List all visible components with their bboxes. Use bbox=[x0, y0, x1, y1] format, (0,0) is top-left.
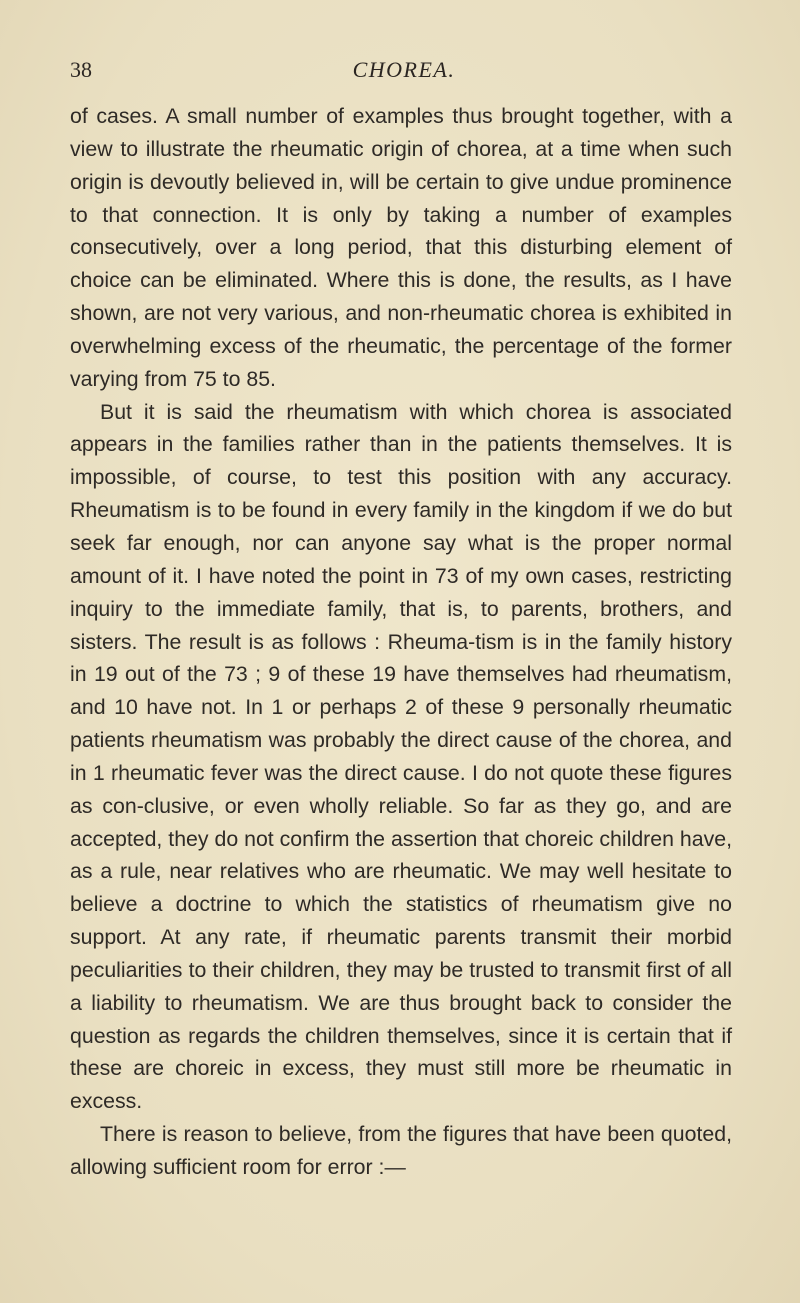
paragraph-1: of cases. A small number of examples thus brought together, with a view to illustrate the rheumatic origin of chorea, at a time when such origin is devoutly believed in, will be certain to give undue prominence to that connection. It is only by taking a number of examples consecutively, over a long period, that this disturbing element of choice can be eliminated. Where this is done, the results, as I have shown, are not very various, and non-rheumatic chorea is exhibited in overwhelming excess of the rheumatic, the percentage of the former varying from 75 to 85. bbox=[70, 104, 732, 391]
paragraph-3: There is reason to believe, from the figures that have been quoted, allowing sufficient room for error :— bbox=[70, 1122, 732, 1179]
body-text bbox=[70, 100, 732, 1184]
page-number: 38 bbox=[70, 57, 92, 82]
page-header bbox=[70, 50, 730, 90]
paragraph-2: But it is said the rheumatism with which chorea is associated appears in the families rather than in the patients themselves. It is impossible, of course, to test this position with any accuracy. Rheumatism is to be found in every family in the kingdom if we do but seek far enough, nor can anyone say what is the proper normal amount of it. I have noted the point in 73 of my own cases, restricting inquiry to the immediate family, that is, to parents, brothers, and sisters. The result is as follows : Rheuma-tism is in the family history in 19 out of the 73 ; 9 of these 19 have themselves had rheumatism, and 10 have not. In 1 or perhaps 2 of these 9 personally rheumatic patients rheumatism was probably the direct cause of the chorea, and in 1 rheumatic fever was the direct cause. I do not quote these figures as con-clusive, or even wholly reliable. So far as they go, and are accepted, they do not confirm the assertion that choreic children have, as a rule, near relatives who are rheumatic. We may well hesitate to believe a doctrine to which the statistics of rheumatism give no support. At any rate, if rheumatic parents transmit their morbid peculiarities to their children, they may be trusted to transmit first of all a liability to rheumatism. We are thus brought back to consider the question as regards the children themselves, since it is certain that if these are choreic in excess, they must still more be rheumatic in excess. bbox=[70, 399, 732, 1114]
running-title: CHOREA. bbox=[352, 57, 456, 82]
